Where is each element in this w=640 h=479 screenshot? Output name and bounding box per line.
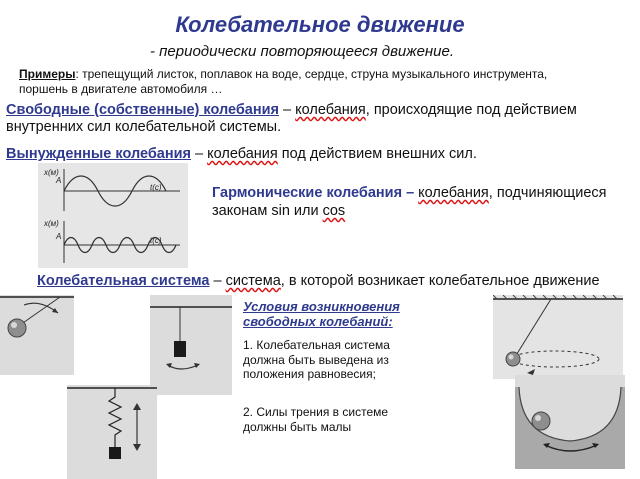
forced-oscillations-definition: Вынужденные колебания – колебания под действием внешних сил. bbox=[6, 146, 477, 162]
forced-oscillations-term: Вынужденные колебания bbox=[6, 146, 192, 162]
bottom-graph-amp: A bbox=[56, 232, 62, 241]
top-graph-ylabel: x(м) bbox=[44, 168, 59, 177]
top-graph-tlabel: t(c) bbox=[150, 183, 162, 192]
conditions-title: Условия возникновения свободных колебаний: bbox=[243, 299, 400, 329]
top-graph-amp: A bbox=[56, 176, 62, 185]
bottom-graph-ylabel: x(м) bbox=[44, 219, 59, 228]
examples-lead: Примеры bbox=[19, 67, 76, 81]
harmonic-term: Гармонические колебания – bbox=[212, 185, 419, 201]
ball-in-bowl-illustration bbox=[515, 375, 625, 469]
harmonic-definition: Гармонические колебания – колебания, подчиняющиеся законам sin или cos bbox=[212, 185, 607, 219]
conical-pendulum-illustration bbox=[493, 295, 623, 379]
examples-text bbox=[19, 67, 579, 97]
oscillation-graphs bbox=[38, 163, 188, 268]
condition-1: 1. Колебательная система должна быть выведена из положения равновесия; bbox=[243, 338, 390, 381]
hanging-mass-illustration bbox=[150, 295, 232, 395]
condition-2: 2. Силы трения в системе должны быть малы bbox=[243, 405, 389, 434]
string-pendulum-illustration bbox=[0, 295, 74, 375]
free-oscillations-term: Свободные (собственные) колебания bbox=[6, 102, 280, 118]
page-subtitle: - периодически повторяющееся движение. bbox=[150, 43, 455, 60]
free-oscillations-definition: Свободные (собственные) колебания – колебания, происходящие под действием внутренних сил колебательной системы. bbox=[6, 102, 577, 135]
examples-body: : трепещущий листок, поплавок на воде, сердце, струна музыкального инструмента, поршень в двигателе автомобиля … bbox=[19, 67, 548, 96]
system-definition: Колебательная система – система, в которой возникает колебательное движение bbox=[37, 273, 600, 289]
page-title: Колебательное движение bbox=[175, 12, 465, 37]
spring-mass-illustration bbox=[67, 385, 157, 479]
system-term: Колебательная система bbox=[37, 273, 210, 289]
bottom-graph-tlabel: t(c) bbox=[150, 236, 162, 245]
